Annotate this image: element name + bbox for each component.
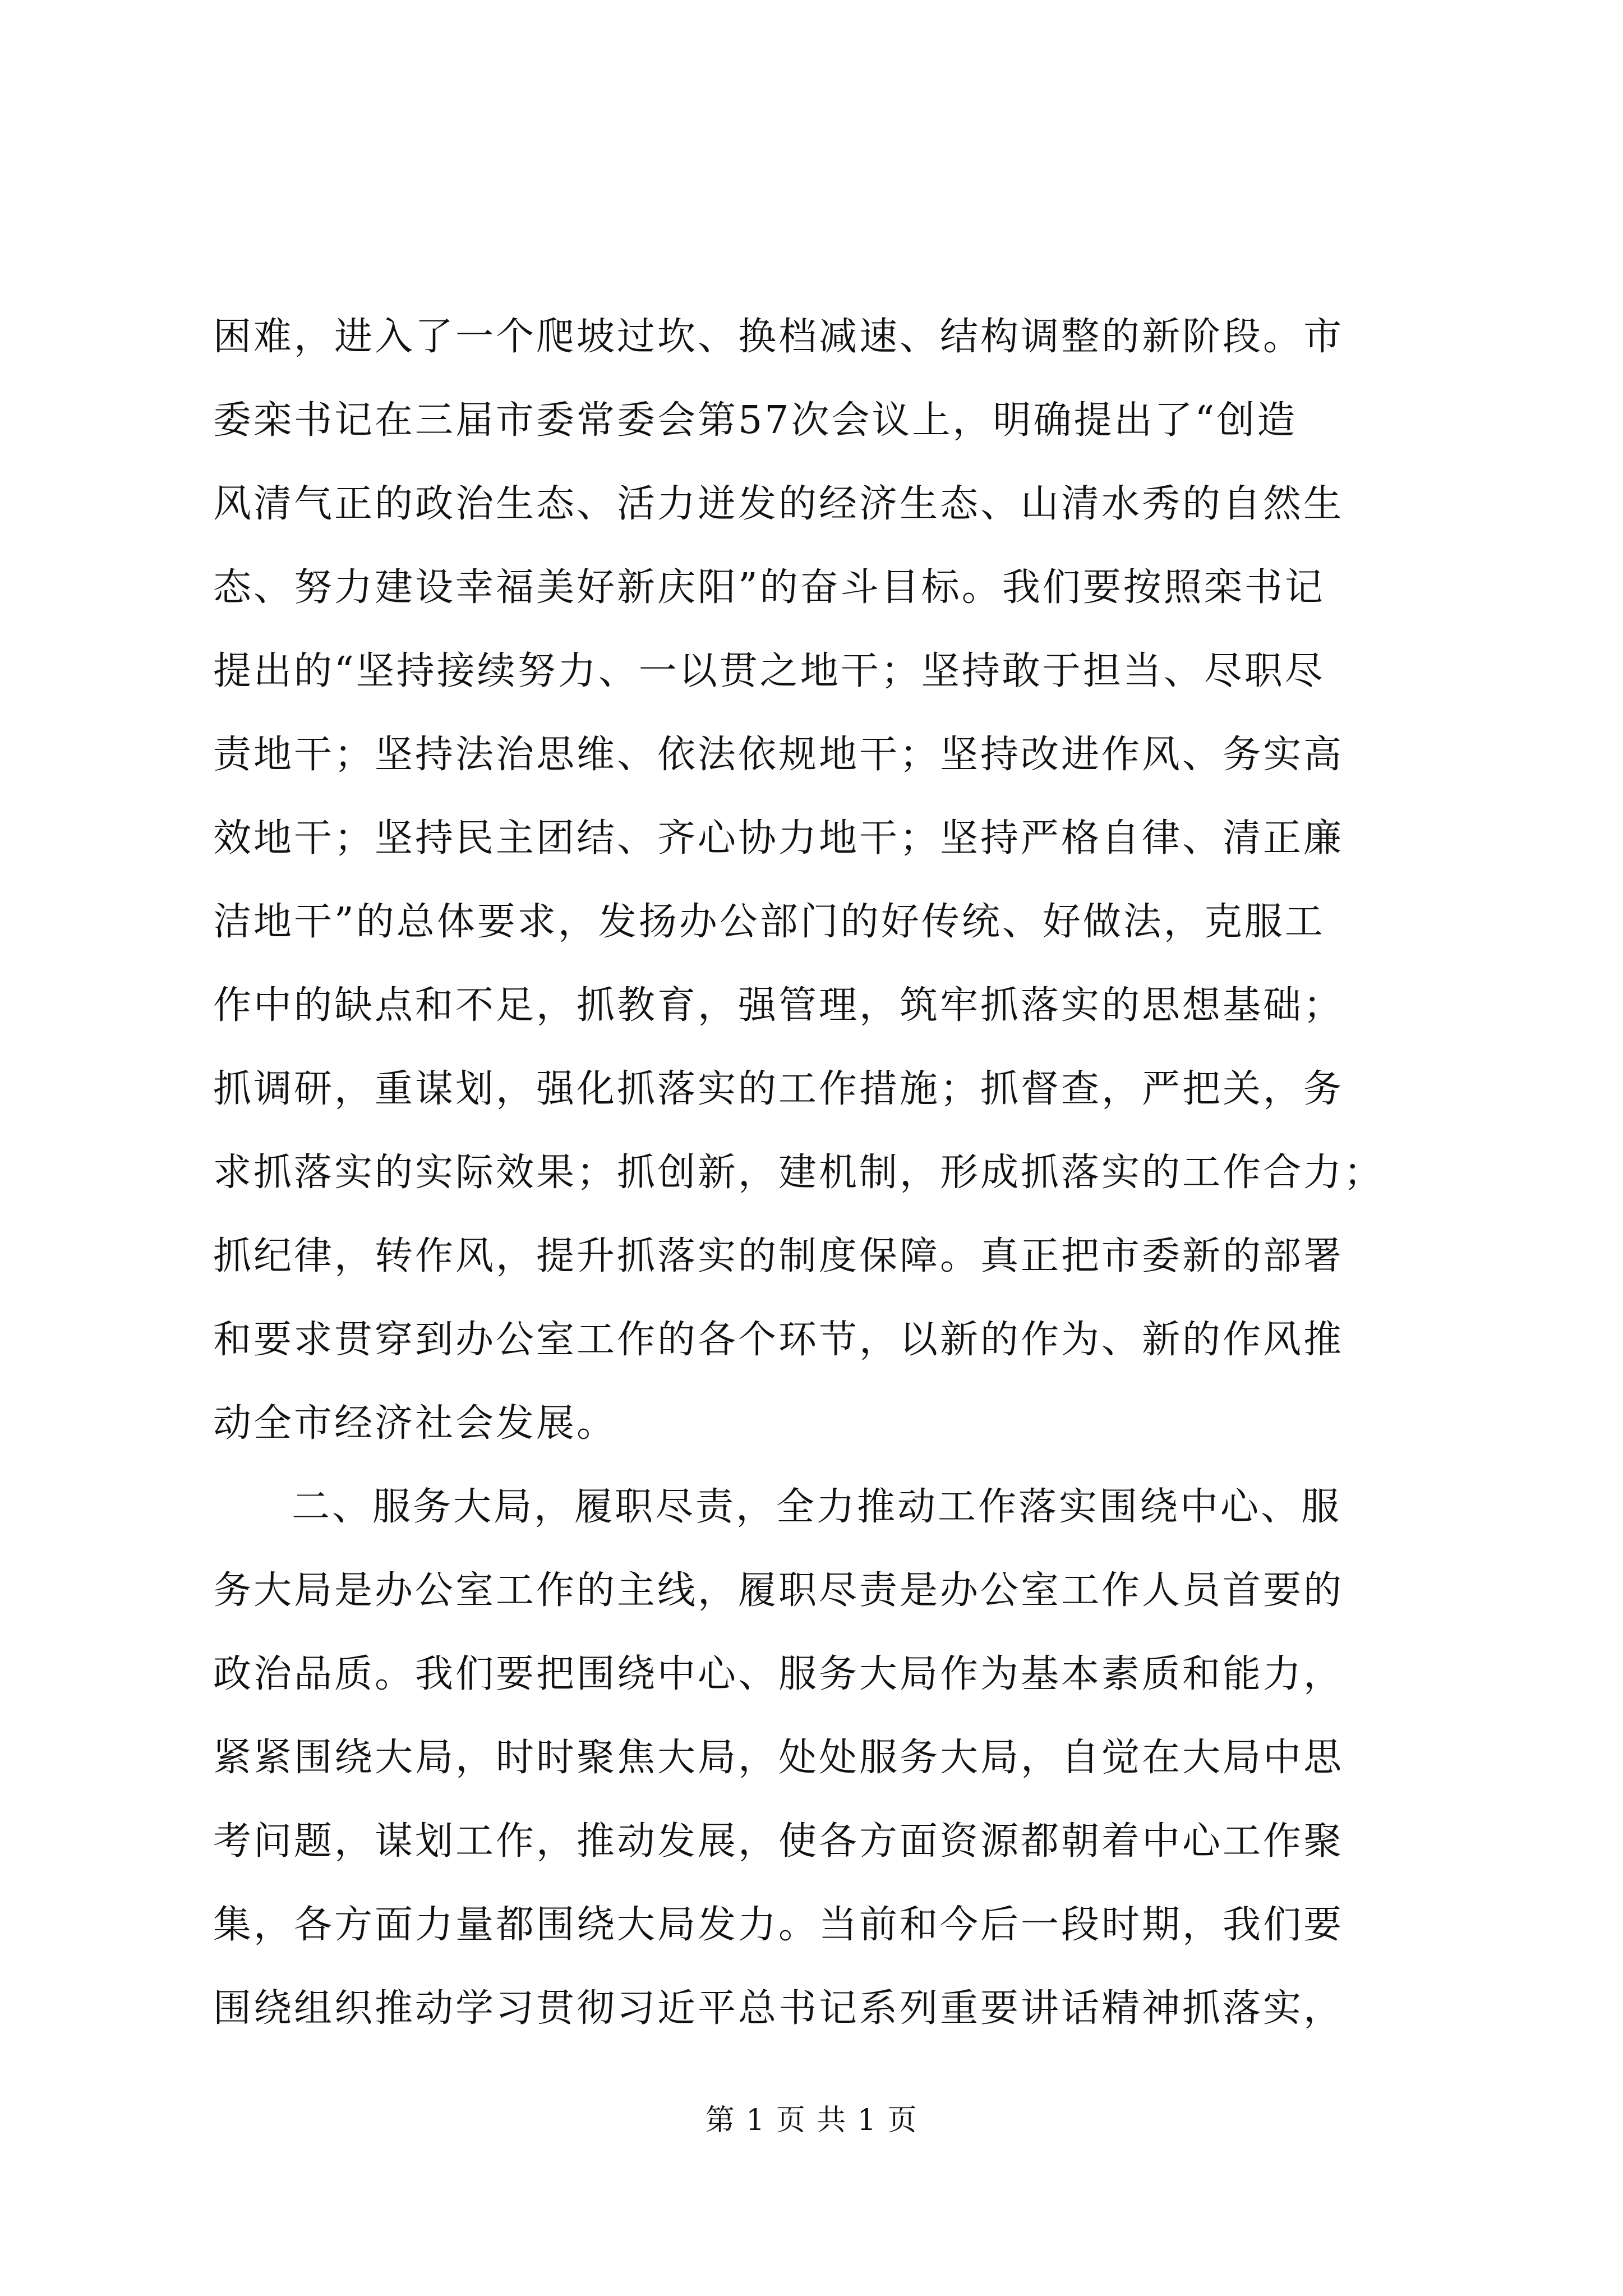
text-line: 集，各方面力量都围绕大局发力。当前和今后一段时期，我们要 — [213, 1903, 1344, 1947]
text-line: 围绕组织推动学习贯彻习近平总书记系列重要讲话精神抓落实， — [213, 1986, 1344, 2031]
text-line: 责地干；坚持法治思维、依法依规地干；坚持改进作风、务实高 — [213, 733, 1344, 777]
text-line: 求抓落实的实际效果；抓创新，建机制，形成抓落实的工作合力； — [213, 1151, 1385, 1195]
text-line: 抓纪律，转作风，提升抓落实的制度保障。真正把市委新的部署 — [213, 1234, 1344, 1278]
text-line: 考问题，谋划工作，推动发展，使各方面资源都朝着中心工作聚 — [213, 1819, 1344, 1864]
page-number-label: 第 1 页 共 1 页 — [705, 2104, 918, 2137]
paragraph-heading-line: 二、服务大局，履职尽责，全力推动工作落实围绕中心、服 — [292, 1485, 1342, 1529]
text-line: 作中的缺点和不足，抓教育，强管理，筑牢抓落实的思想基础； — [213, 983, 1344, 1028]
text-line: 紧紧围绕大局，时时聚焦大局，处处服务大局，自觉在大局中思 — [213, 1736, 1344, 1780]
text-line: 抓调研，重谋划，强化抓落实的工作措施；抓督查，严把关，务 — [213, 1067, 1344, 1111]
text-line: 委栾书记在三届市委常委会第57次会议上，明确提出了“创造 — [213, 398, 1298, 443]
text-line: 困难，进入了一个爬坡过坎、换档减速、结构调整的新阶段。市 — [213, 315, 1344, 359]
text-line: 提出的“坚持接续努力、一以贯之地干；坚持敢于担当、尽职尽 — [213, 649, 1325, 693]
page-footer — [0, 2098, 1623, 2143]
text-line: 动全市经济社会发展。 — [213, 1401, 617, 1446]
text-line: 风清气正的政治生态、活力迸发的经济生态、山清水秀的自然生 — [213, 482, 1344, 526]
text-line: 政治品质。我们要把围绕中心、服务大局作为基本素质和能力， — [213, 1652, 1344, 1696]
text-line: 态、努力建设幸福美好新庆阳”的奋斗目标。我们要按照栾书记 — [213, 565, 1325, 610]
body-text — [213, 295, 1413, 2050]
text-line: 务大局是办公室工作的主线，履职尽责是办公室工作人员首要的 — [213, 1568, 1344, 1613]
text-line: 和要求贯穿到办公室工作的各个环节，以新的作为、新的作风推 — [213, 1318, 1344, 1362]
text-line: 洁地干”的总体要求，发扬办公部门的好传统、好做法，克服工 — [213, 900, 1325, 944]
text-line: 效地干；坚持民主团结、齐心协力地干；坚持严格自律、清正廉 — [213, 816, 1344, 861]
